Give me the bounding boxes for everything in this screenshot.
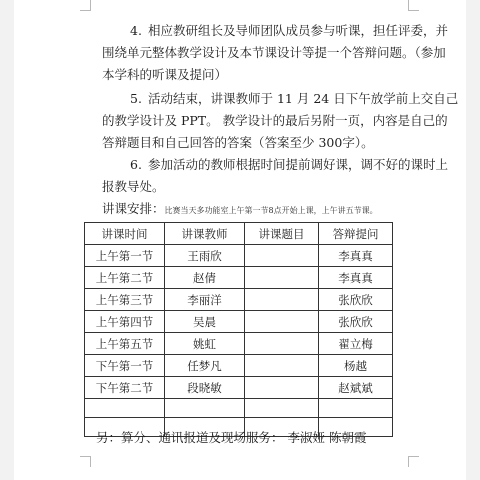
- item-6-line-1: [130, 154, 448, 176]
- cell-time: [85, 399, 165, 418]
- item-6-text-1: 参加活动的教师根据时间提前调好课，调不好的课时上: [148, 157, 449, 172]
- cell-questioner: 张欣欣: [319, 289, 393, 311]
- item-4-number: 4.: [130, 23, 142, 38]
- table-row-empty: [85, 399, 393, 418]
- schedule-label: 讲课安排：: [102, 201, 165, 216]
- table-row: [85, 355, 393, 377]
- cell-time: 上午第五节: [85, 333, 165, 355]
- schedule-table: [84, 222, 393, 437]
- crop-mark-top-left: [80, 0, 91, 11]
- cell-topic: [245, 377, 319, 399]
- cell-teacher: 任梦凡: [165, 355, 245, 377]
- item-4-line-2: 围绕单元整体教学设计及本节课设计等提一个答辩问题。（参加: [102, 45, 446, 60]
- table-header-row: [85, 223, 393, 245]
- cell-time: 上午第二节: [85, 267, 165, 289]
- cell-teacher: 段晓敏: [165, 377, 245, 399]
- schedule-note: 比赛当天多功能室上午第一节8点开始上课，上午讲五节课。: [164, 206, 378, 215]
- schedule-heading: [102, 200, 378, 220]
- cell-questioner: 张欣欣: [319, 311, 393, 333]
- cell-teacher: 王雨欣: [165, 245, 245, 267]
- item-4-line-3: 本学科的听课及提问）: [102, 67, 228, 82]
- cell-topic: [245, 289, 319, 311]
- cell-questioner: 翟立梅: [319, 333, 393, 355]
- table-row: [85, 311, 393, 333]
- item-5-line-2: 的教学设计及 PPT。 教学设计的最后另附一页，内容是自己的: [102, 113, 448, 128]
- cell-teacher: 李丽洋: [165, 289, 245, 311]
- cell-teacher: 赵倩: [165, 267, 245, 289]
- footer-note: 另：算分、通讯报道及现场服务： 李淑娅 陈朝霞: [96, 430, 367, 445]
- cell-questioner: 杨越: [319, 355, 393, 377]
- header-teacher: 讲课教师: [165, 223, 245, 245]
- crop-mark-bottom-right: [408, 456, 419, 467]
- cell-topic: [245, 311, 319, 333]
- cell-questioner: 李真真: [319, 267, 393, 289]
- cell-topic: [245, 245, 319, 267]
- item-5-number: 5.: [130, 91, 142, 106]
- cell-time: 上午第一节: [85, 245, 165, 267]
- cell-topic: [245, 267, 319, 289]
- table-row: [85, 289, 393, 311]
- cell-questioner: 李真真: [319, 245, 393, 267]
- item-4-text-1: 相应教研组长及导师团队成员参与听课，担任评委，并: [148, 23, 449, 38]
- crop-mark-top-right: [408, 0, 419, 11]
- cell-teacher: 姚虹: [165, 333, 245, 355]
- item-5-text-1: 活动结束，讲课教师于 11 月 24 日下午放学前上交自己: [148, 91, 459, 106]
- table-row: [85, 267, 393, 289]
- cell-questioner: 赵斌斌: [319, 377, 393, 399]
- cell-time: 上午第四节: [85, 311, 165, 333]
- table-row: [85, 333, 393, 355]
- cell-topic: [245, 399, 319, 418]
- cell-topic: [245, 333, 319, 355]
- crop-mark-bottom-left: [80, 456, 91, 467]
- cell-questioner: [319, 399, 393, 418]
- cell-time: 下午第一节: [85, 355, 165, 377]
- cell-time: 下午第二节: [85, 377, 165, 399]
- item-5-line-3: 答辩题目和自己回答的答案（答案至少 300字）。: [102, 135, 374, 150]
- cell-topic: [245, 355, 319, 377]
- header-questioner: 答辩提问: [319, 223, 393, 245]
- table-row: [85, 245, 393, 267]
- header-topic: 讲课题目: [245, 223, 319, 245]
- cell-teacher: 吴晨: [165, 311, 245, 333]
- cell-teacher: [165, 399, 245, 418]
- item-6-line-2: 报教导处。: [102, 179, 165, 194]
- table-row: [85, 377, 393, 399]
- item-5-line-1: [130, 88, 458, 110]
- item-4-line-1: [130, 20, 448, 42]
- header-time: 讲课时间: [85, 223, 165, 245]
- item-6-number: 6.: [130, 157, 142, 172]
- cell-time: 上午第三节: [85, 289, 165, 311]
